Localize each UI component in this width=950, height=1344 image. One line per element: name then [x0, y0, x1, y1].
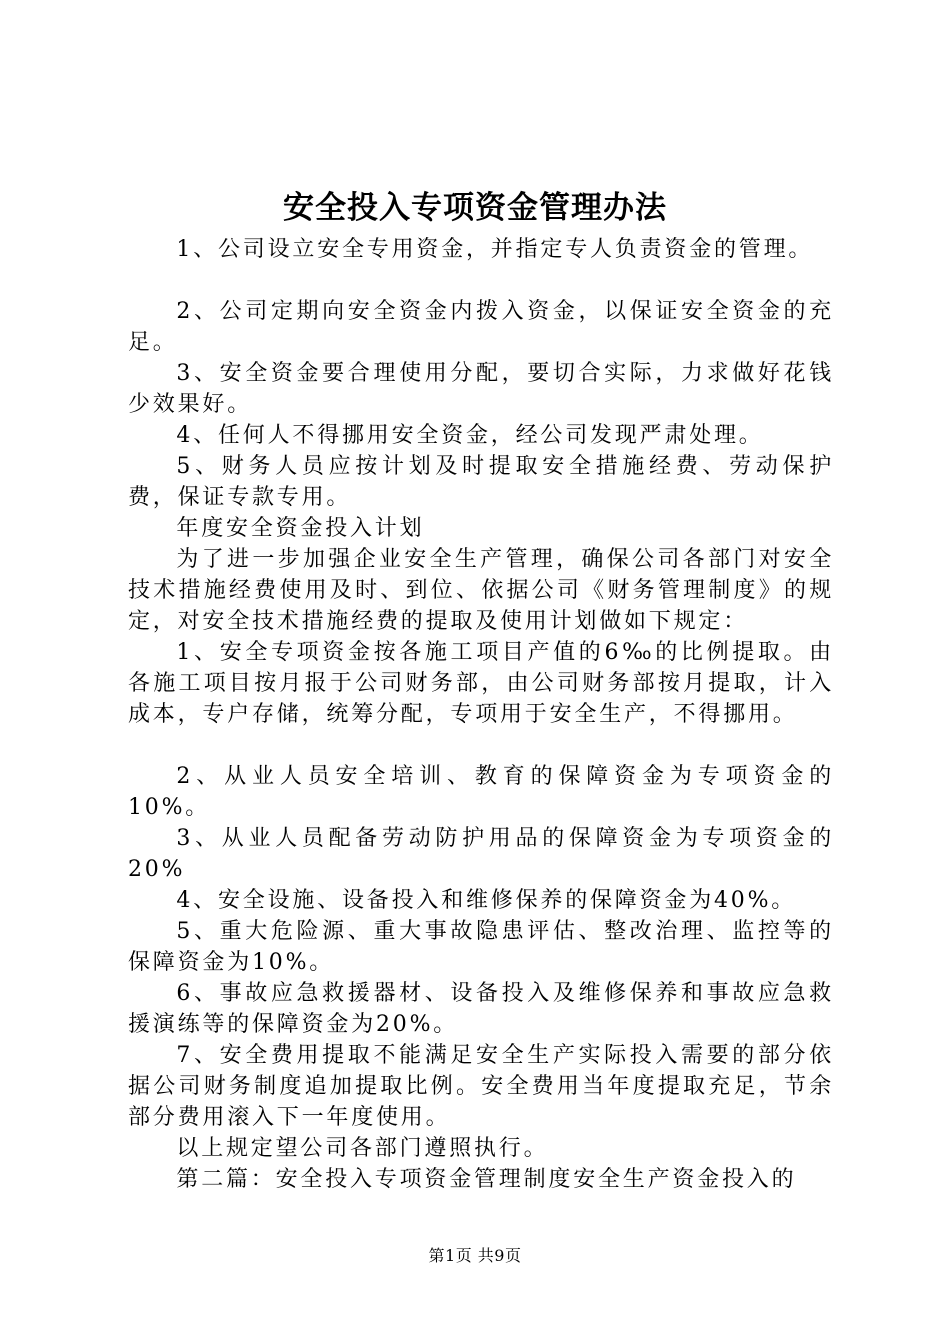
document-title: 安全投入专项资金管理办法: [283, 190, 667, 226]
plan-item-2: 2、从业人员安全培训、教育的保障资金为专项资金的10%。: [128, 764, 834, 820]
plan-item-4: 4、安全设施、设备投入和维修保养的保障资金为40%。: [176, 888, 797, 913]
next-chapter-heading: 第二篇：安全投入专项资金管理制度安全生产资金投入的: [176, 1167, 797, 1192]
plan-item-5: 5、重大危险源、重大事故隐患评估、整改治理、监控等的保障资金为10%。: [128, 919, 834, 975]
section-heading-annual-plan: 年度安全资金投入计划: [176, 516, 425, 541]
paragraph-4: 4、任何人不得挪用安全资金，经公司发现严肃处理。: [176, 423, 764, 448]
paragraph-plan-intro: 为了进一步加强企业安全生产管理，确保公司各部门对安全技术措施经费使用及时、到位、依据公司《财务管理制度》的规定，对安全技术措施经费的提取及使用计划做如下规定：: [128, 547, 834, 634]
closing-line: 以上规定望公司各部门遵照执行。: [176, 1136, 549, 1161]
plan-item-7: 7、安全费用提取不能满足安全生产实际投入需要的部分依据公司财务制度追加提取比例。安全费用当年度提取充足，节余部分费用滚入下一年度使用。: [128, 1043, 834, 1130]
plan-item-3: 3、从业人员配备劳动防护用品的保障资金为专项资金的20%: [128, 826, 834, 882]
plan-item-1: 1、安全专项资金按各施工项目产值的6‰的比例提取。由各施工项目按月报于公司财务部，由公司财务部按月提取，计入成本，专户存储，统筹分配，专项用于安全生产，不得挪用。: [128, 640, 834, 727]
document-body: [128, 234, 834, 1195]
paragraph-5: 5、财务人员应按计划及时提取安全措施经费、劳动保护费，保证专款专用。: [128, 454, 834, 510]
plan-item-6: 6、事故应急救援器材、设备投入及维修保养和事故应急救援演练等的保障资金为20%。: [128, 981, 834, 1037]
paragraph-3: 3、安全资金要合理使用分配，要切合实际，力求做好花钱少效果好。: [128, 361, 834, 417]
paragraph-2: 2、公司定期向安全资金内拨入资金，以保证安全资金的充足。: [128, 299, 834, 355]
paragraph-1: 1、公司设立安全专用资金，并指定专人负责资金的管理。: [176, 237, 814, 262]
page-footer: 第1页 共9页: [428, 1246, 522, 1265]
